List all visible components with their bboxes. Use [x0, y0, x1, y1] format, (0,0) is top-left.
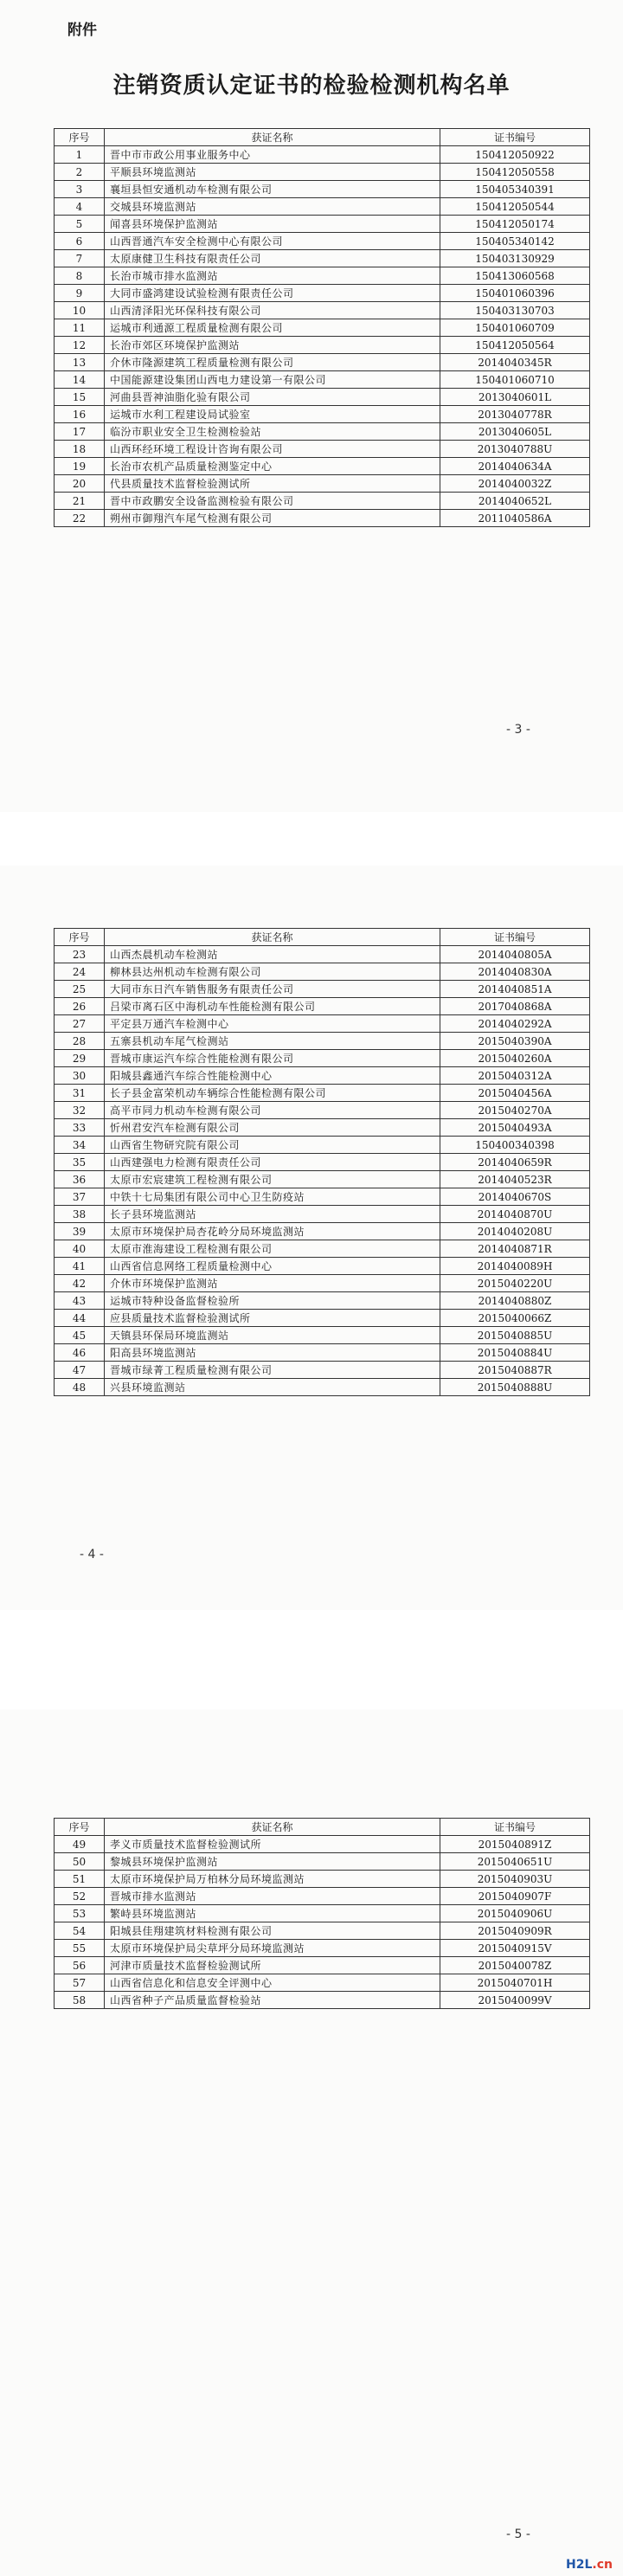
- institution-name: 山西省种子产品质量监督检验站: [105, 1992, 440, 2009]
- certificate-number: 2015040915V: [440, 1940, 590, 1957]
- institution-name: 太原康健卫生科技有限责任公司: [105, 250, 440, 267]
- institution-name: 长治市郊区环境保护监测站: [105, 337, 440, 354]
- header-cert: 证书编号: [440, 929, 590, 946]
- institution-name: 黎城县环境保护监测站: [105, 1853, 440, 1871]
- row-number: 33: [55, 1119, 105, 1137]
- row-number: 48: [55, 1379, 105, 1396]
- header-num: 序号: [55, 129, 105, 146]
- row-number: 58: [55, 1992, 105, 2009]
- table-row: [55, 1344, 590, 1362]
- certificate-number: 2014040032Z: [440, 475, 590, 493]
- row-number: 45: [55, 1327, 105, 1344]
- row-number: 23: [55, 946, 105, 963]
- row-number: 18: [55, 441, 105, 458]
- institution-name: 中国能源建设集团山西电力建设第一有限公司: [105, 371, 440, 389]
- row-number: 52: [55, 1888, 105, 1905]
- table-row: [55, 233, 590, 250]
- table-row: [55, 1922, 590, 1940]
- header-cert: 证书编号: [440, 1819, 590, 1836]
- header-cert: 证书编号: [440, 129, 590, 146]
- row-number: 19: [55, 458, 105, 475]
- certificate-number: 150400340398: [440, 1137, 590, 1154]
- row-number: 34: [55, 1137, 105, 1154]
- row-number: 51: [55, 1871, 105, 1888]
- table-row: [55, 267, 590, 285]
- certificate-number: 2013040778R: [440, 406, 590, 423]
- table-row: [55, 181, 590, 198]
- row-number: 32: [55, 1102, 105, 1119]
- institution-name: 河曲县晋神油脂化验有限公司: [105, 389, 440, 406]
- watermark-text-b: .cn: [592, 2558, 613, 2572]
- certificate-number: 2014040292A: [440, 1015, 590, 1033]
- table-row: [55, 475, 590, 493]
- row-number: 25: [55, 981, 105, 998]
- table-row: [55, 1836, 590, 1853]
- certificate-number: 2014040345R: [440, 354, 590, 371]
- table-row: [55, 1940, 590, 1957]
- row-number: 30: [55, 1067, 105, 1085]
- institution-name: 太原市宏宸建筑工程检测有限公司: [105, 1171, 440, 1188]
- institution-name: 应县质量技术监督检验测试所: [105, 1310, 440, 1327]
- table-row: [55, 1888, 590, 1905]
- page-number-1: - 3 -: [506, 723, 530, 737]
- table-row: [55, 1102, 590, 1119]
- institution-name: 临汾市职业安全卫生检测检验站: [105, 423, 440, 441]
- institution-name: 晋城市绿菁工程质量检测有限公司: [105, 1362, 440, 1379]
- institution-name: 大同市盛鸿建设试验检测有限责任公司: [105, 285, 440, 302]
- institution-table-page-1: [54, 128, 590, 527]
- certificate-number: 2015040651U: [440, 1853, 590, 1871]
- institution-name: 忻州君安汽车检测有限公司: [105, 1119, 440, 1137]
- row-number: 4: [55, 198, 105, 216]
- certificate-number: 2015040270A: [440, 1102, 590, 1119]
- certificate-number: 2014040089H: [440, 1258, 590, 1275]
- certificate-number: 2015040909R: [440, 1922, 590, 1940]
- institution-name: 运城市利通源工程质量检测有限公司: [105, 319, 440, 337]
- institution-name: 大同市东日汽车销售服务有限责任公司: [105, 981, 440, 998]
- table-row: [55, 1992, 590, 2009]
- certificate-number: 2014040870U: [440, 1206, 590, 1223]
- row-number: 17: [55, 423, 105, 441]
- row-number: 10: [55, 302, 105, 319]
- table-row: [55, 1015, 590, 1033]
- row-number: 20: [55, 475, 105, 493]
- row-number: 38: [55, 1206, 105, 1223]
- header-name: 获证名称: [105, 929, 440, 946]
- institution-name: 山西杰晨机动车检测站: [105, 946, 440, 963]
- certificate-number: 150403130703: [440, 302, 590, 319]
- row-number: 40: [55, 1240, 105, 1258]
- header-name: 获证名称: [105, 129, 440, 146]
- institution-name: 襄垣县恒安通机动车检测有限公司: [105, 181, 440, 198]
- certificate-number: 2015040891Z: [440, 1836, 590, 1853]
- table-row: [55, 1206, 590, 1223]
- row-number: 53: [55, 1905, 105, 1922]
- row-number: 46: [55, 1344, 105, 1362]
- row-number: 44: [55, 1310, 105, 1327]
- table-row: [55, 250, 590, 267]
- table-row: [55, 1050, 590, 1067]
- row-number: 24: [55, 963, 105, 981]
- institution-name: 长子县金富荣机动车辆综合性能检测有限公司: [105, 1085, 440, 1102]
- table-row: [55, 337, 590, 354]
- institution-name: 山西省生物研究院有限公司: [105, 1137, 440, 1154]
- table-header-row: [55, 1819, 590, 1836]
- table-row: [55, 981, 590, 998]
- table-row: [55, 1223, 590, 1240]
- institution-name: 交城县环境监测站: [105, 198, 440, 216]
- institution-name: 平顺县环境监测站: [105, 164, 440, 181]
- row-number: 39: [55, 1223, 105, 1240]
- certificate-number: 150412050174: [440, 216, 590, 233]
- row-number: 54: [55, 1922, 105, 1940]
- row-number: 29: [55, 1050, 105, 1067]
- institution-name: 长治市城市排水监测站: [105, 267, 440, 285]
- table-row: [55, 1033, 590, 1050]
- row-number: 1: [55, 146, 105, 164]
- institution-name: 繁峙县环境监测站: [105, 1905, 440, 1922]
- certificate-number: 2015040099V: [440, 1992, 590, 2009]
- institution-name: 太原市环境保护局杏花岭分局环境监测站: [105, 1223, 440, 1240]
- certificate-number: 2015040903U: [440, 1871, 590, 1888]
- table-row: [55, 406, 590, 423]
- row-number: 5: [55, 216, 105, 233]
- institution-name: 太原市环境保护局万柏林分局环境监测站: [105, 1871, 440, 1888]
- certificate-number: 2017040868A: [440, 998, 590, 1015]
- institution-name: 阳高县环境监测站: [105, 1344, 440, 1362]
- table-row: [55, 354, 590, 371]
- institution-table-page-2: [54, 928, 590, 1396]
- institution-name: 兴县环境监测站: [105, 1379, 440, 1396]
- institution-name: 山西环经环境工程设计咨询有限公司: [105, 441, 440, 458]
- institution-name: 山西省信息化和信息安全评测中心: [105, 1974, 440, 1992]
- table-row: [55, 946, 590, 963]
- institution-name: 柳林县达州机动车检测有限公司: [105, 963, 440, 981]
- table-row: [55, 1957, 590, 1974]
- certificate-number: 150405340142: [440, 233, 590, 250]
- certificate-number: 2015040906U: [440, 1905, 590, 1922]
- certificate-number: 2015040887R: [440, 1362, 590, 1379]
- table-row: [55, 1188, 590, 1206]
- row-number: 14: [55, 371, 105, 389]
- row-number: 8: [55, 267, 105, 285]
- header-name: 获证名称: [105, 1819, 440, 1836]
- certificate-number: 2014040670S: [440, 1188, 590, 1206]
- institution-name: 山西清泽阳光环保科技有限公司: [105, 302, 440, 319]
- certificate-number: 2015040885U: [440, 1327, 590, 1344]
- certificate-number: 150413060568: [440, 267, 590, 285]
- row-number: 47: [55, 1362, 105, 1379]
- institution-name: 孝义市质量技术监督检验测试所: [105, 1836, 440, 1853]
- institution-name: 晋城市康运汽车综合性能检测有限公司: [105, 1050, 440, 1067]
- institution-name: 山西晋通汽车安全检测中心有限公司: [105, 233, 440, 250]
- institution-name: 高平市同力机动车检测有限公司: [105, 1102, 440, 1119]
- table-row: [55, 1362, 590, 1379]
- institution-name: 运城市特种设备监督检验所: [105, 1292, 440, 1310]
- row-number: 11: [55, 319, 105, 337]
- table-row: [55, 389, 590, 406]
- table-row: [55, 1905, 590, 1922]
- row-number: 7: [55, 250, 105, 267]
- table-row: [55, 998, 590, 1015]
- table-row: [55, 423, 590, 441]
- table-row: [55, 458, 590, 475]
- row-number: 6: [55, 233, 105, 250]
- institution-name: 代县质量技术监督检验测试所: [105, 475, 440, 493]
- institution-name: 阳城县鑫通汽车综合性能检测中心: [105, 1067, 440, 1085]
- institution-name: 太原市淮海建设工程检测有限公司: [105, 1240, 440, 1258]
- row-number: 49: [55, 1836, 105, 1853]
- institution-name: 介休市环境保护监测站: [105, 1275, 440, 1292]
- table-row: [55, 1067, 590, 1085]
- institution-name: 平定县万通汽车检测中心: [105, 1015, 440, 1033]
- row-number: 21: [55, 493, 105, 510]
- certificate-number: 2014040208U: [440, 1223, 590, 1240]
- row-number: 22: [55, 510, 105, 527]
- row-number: 37: [55, 1188, 105, 1206]
- row-number: 41: [55, 1258, 105, 1275]
- certificate-number: 2015040066Z: [440, 1310, 590, 1327]
- certificate-number: 2015040493A: [440, 1119, 590, 1137]
- certificate-number: 2015040220U: [440, 1275, 590, 1292]
- row-number: 56: [55, 1957, 105, 1974]
- certificate-number: 150412050922: [440, 146, 590, 164]
- certificate-number: 2014040871R: [440, 1240, 590, 1258]
- institution-name: 介休市隆源建筑工程质量检测有限公司: [105, 354, 440, 371]
- certificate-number: 2015040888U: [440, 1379, 590, 1396]
- institution-name: 吕梁市离石区中海机动车性能检测有限公司: [105, 998, 440, 1015]
- table-row: [55, 510, 590, 527]
- table-row: [55, 493, 590, 510]
- table-row: [55, 319, 590, 337]
- certificate-number: 150403130929: [440, 250, 590, 267]
- certificate-number: 150401060709: [440, 319, 590, 337]
- page-title: 注销资质认定证书的检验检测机构名单: [112, 73, 511, 99]
- row-number: 42: [55, 1275, 105, 1292]
- certificate-number: 2014040523R: [440, 1171, 590, 1188]
- certificate-number: 2015040312A: [440, 1067, 590, 1085]
- table-row: [55, 1137, 590, 1154]
- page-number-2: - 4 -: [80, 1548, 104, 1562]
- certificate-number: 150412050544: [440, 198, 590, 216]
- row-number: 27: [55, 1015, 105, 1033]
- header-num: 序号: [55, 1819, 105, 1836]
- row-number: 43: [55, 1292, 105, 1310]
- table-row: [55, 1275, 590, 1292]
- row-number: 55: [55, 1940, 105, 1957]
- table-row: [55, 1292, 590, 1310]
- institution-name: 山西建强电力检测有限责任公司: [105, 1154, 440, 1171]
- table-row: [55, 1258, 590, 1275]
- row-number: 15: [55, 389, 105, 406]
- table-header-row: [55, 129, 590, 146]
- table-row: [55, 285, 590, 302]
- table-row: [55, 1310, 590, 1327]
- row-number: 9: [55, 285, 105, 302]
- row-number: 50: [55, 1853, 105, 1871]
- certificate-number: 2011040586A: [440, 510, 590, 527]
- table-row: [55, 1974, 590, 1992]
- institution-name: 中铁十七局集团有限公司中心卫生防疫站: [105, 1188, 440, 1206]
- table-row: [55, 1327, 590, 1344]
- table-row: [55, 302, 590, 319]
- institution-name: 山西省信息网络工程质量检测中心: [105, 1258, 440, 1275]
- table-row: [55, 1119, 590, 1137]
- institution-name: 河津市质量技术监督检验测试所: [105, 1957, 440, 1974]
- certificate-number: 2014040830A: [440, 963, 590, 981]
- certificate-number: 2013040605L: [440, 423, 590, 441]
- header-num: 序号: [55, 929, 105, 946]
- certificate-number: 2013040788U: [440, 441, 590, 458]
- certificate-number: 150401060710: [440, 371, 590, 389]
- certificate-number: 2015040884U: [440, 1344, 590, 1362]
- table-row: [55, 441, 590, 458]
- table-row: [55, 164, 590, 181]
- institution-name: 晋中市市政公用事业服务中心: [105, 146, 440, 164]
- institution-name: 长治市农机产品质量检测鉴定中心: [105, 458, 440, 475]
- table-row: [55, 371, 590, 389]
- certificate-number: 2014040851A: [440, 981, 590, 998]
- institution-name: 运城市水利工程建设局试验室: [105, 406, 440, 423]
- table-row: [55, 963, 590, 981]
- institution-name: 太原市环境保护局尖草坪分局环境监测站: [105, 1940, 440, 1957]
- institution-name: 晋城市排水监测站: [105, 1888, 440, 1905]
- institution-name: 长子县环境监测站: [105, 1206, 440, 1223]
- row-number: 3: [55, 181, 105, 198]
- certificate-number: 2014040634A: [440, 458, 590, 475]
- row-number: 57: [55, 1974, 105, 1992]
- table-header-row: [55, 929, 590, 946]
- row-number: 12: [55, 337, 105, 354]
- table-row: [55, 1871, 590, 1888]
- row-number: 36: [55, 1171, 105, 1188]
- certificate-number: 2015040456A: [440, 1085, 590, 1102]
- page-number-3: - 5 -: [506, 2528, 530, 2541]
- certificate-number: 2015040701H: [440, 1974, 590, 1992]
- table-row: [55, 1379, 590, 1396]
- institution-name: 闻喜县环境保护监测站: [105, 216, 440, 233]
- certificate-number: 2014040652L: [440, 493, 590, 510]
- institution-name: 五寨县机动车尾气检测站: [105, 1033, 440, 1050]
- certificate-number: 150412050564: [440, 337, 590, 354]
- certificate-number: 2013040601L: [440, 389, 590, 406]
- certificate-number: 150405340391: [440, 181, 590, 198]
- institution-name: 阳城县佳翔建筑材料检测有限公司: [105, 1922, 440, 1940]
- row-number: 2: [55, 164, 105, 181]
- table-row: [55, 198, 590, 216]
- institution-table-page-3: [54, 1818, 590, 2009]
- attachment-label: 附件: [67, 22, 97, 39]
- table-row: [55, 1154, 590, 1171]
- table-row: [55, 216, 590, 233]
- row-number: 13: [55, 354, 105, 371]
- certificate-number: 2015040078Z: [440, 1957, 590, 1974]
- row-number: 35: [55, 1154, 105, 1171]
- certificate-number: 2015040260A: [440, 1050, 590, 1067]
- table-row: [55, 146, 590, 164]
- certificate-number: 2014040659R: [440, 1154, 590, 1171]
- institution-name: 天镇县环保局环境监测站: [105, 1327, 440, 1344]
- certificate-number: 2014040880Z: [440, 1292, 590, 1310]
- institution-name: 朔州市御翔汽车尾气检测有限公司: [105, 510, 440, 527]
- row-number: 28: [55, 1033, 105, 1050]
- site-watermark: [566, 2558, 613, 2572]
- certificate-number: 2014040805A: [440, 946, 590, 963]
- certificate-number: 2015040907F: [440, 1888, 590, 1905]
- table-row: [55, 1853, 590, 1871]
- row-number: 31: [55, 1085, 105, 1102]
- row-number: 26: [55, 998, 105, 1015]
- table-row: [55, 1171, 590, 1188]
- table-row: [55, 1085, 590, 1102]
- certificate-number: 2015040390A: [440, 1033, 590, 1050]
- certificate-number: 150401060396: [440, 285, 590, 302]
- row-number: 16: [55, 406, 105, 423]
- table-row: [55, 1240, 590, 1258]
- watermark-text-a: H2L: [566, 2558, 593, 2572]
- institution-name: 晋中市政鹏安全设备监测检验有限公司: [105, 493, 440, 510]
- certificate-number: 150412050558: [440, 164, 590, 181]
